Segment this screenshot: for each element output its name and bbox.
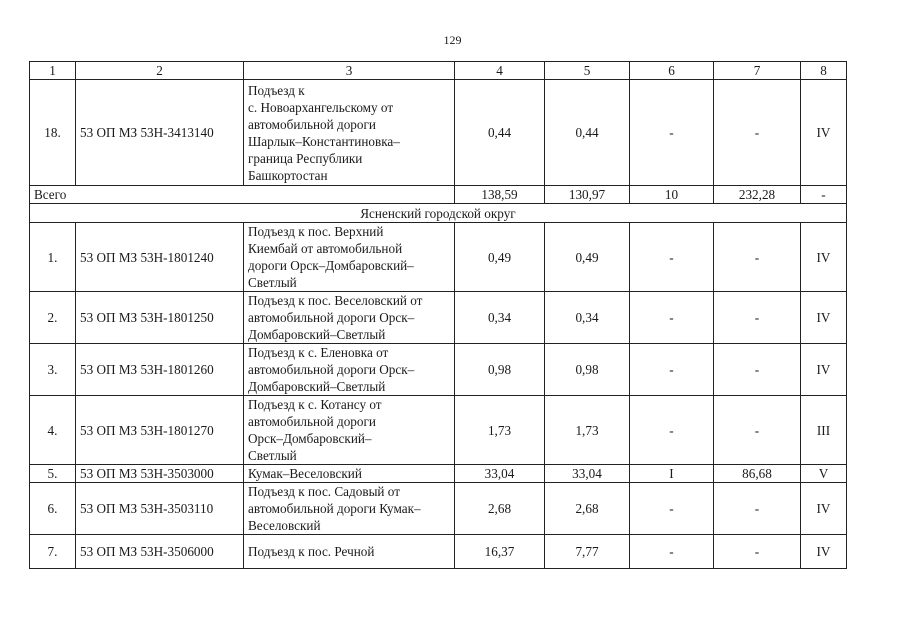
road-name [244, 465, 455, 483]
bridges-length: - [714, 223, 801, 292]
hard-surface-length: 0,34 [545, 292, 630, 344]
road-category: IV [801, 292, 847, 344]
road-name-line: Киембай от автомобильной [248, 241, 403, 256]
row-number: 4. [30, 396, 76, 465]
table-row [30, 465, 847, 483]
road-name-line: граница Республики [248, 150, 363, 166]
road-name-line: Башкортостан [248, 167, 328, 183]
hard-surface-length: 0,44 [545, 80, 630, 186]
road-name-line: Подъезд к пос. Веселовский от [248, 293, 423, 308]
total-label: Всего [30, 186, 455, 204]
road-name-line: Подъезд к с. Котансу от [248, 397, 382, 412]
total-c8: - [801, 186, 847, 204]
column-header: 4 [455, 62, 545, 80]
road-code: 53 ОП МЗ 53Н-3506000 [76, 535, 244, 569]
road-code: 53 ОП МЗ 53Н-3413140 [76, 80, 244, 186]
road-name [244, 483, 455, 535]
bridges-count: - [630, 344, 714, 396]
table-row [30, 535, 847, 569]
total-c6: 10 [630, 186, 714, 204]
hard-surface-length: 33,04 [545, 465, 630, 483]
column-header: 3 [244, 62, 455, 80]
column-header: 6 [630, 62, 714, 80]
column-header: 2 [76, 62, 244, 80]
road-name [244, 80, 455, 186]
table-row [30, 80, 847, 186]
table-row [30, 396, 847, 465]
road-code: 53 ОП МЗ 53Н-1801250 [76, 292, 244, 344]
road-name-line: Домбаровский–Светлый [248, 379, 386, 394]
column-number-row [30, 62, 847, 80]
total-c4: 138,59 [455, 186, 545, 204]
bridges-count: - [630, 223, 714, 292]
bridges-length: - [714, 396, 801, 465]
road-category: IV [801, 344, 847, 396]
road-name-line: Подъезд к пос. Речной [248, 544, 375, 559]
bridges-length: 86,68 [714, 465, 801, 483]
row-number: 18. [30, 80, 76, 186]
road-code: 53 ОП МЗ 53Н-1801270 [76, 396, 244, 465]
bridges-count: - [630, 535, 714, 569]
total-length: 0,98 [455, 344, 545, 396]
road-category: IV [801, 223, 847, 292]
column-header: 8 [801, 62, 847, 80]
road-name-line: Подъезд к пос. Садовый от [248, 484, 400, 499]
road-name-line: автомобильной дороги Орск– [248, 362, 415, 377]
roads-table [29, 61, 847, 569]
bridges-length: - [714, 483, 801, 535]
road-name-line: автомобильной дороги Орск– [248, 310, 415, 325]
column-header: 7 [714, 62, 801, 80]
bridges-count: - [630, 292, 714, 344]
hard-surface-length: 0,49 [545, 223, 630, 292]
section-row [30, 204, 847, 223]
road-name-line: Подъезд к пос. Верхний [248, 224, 384, 239]
road-name-line: автомобильной дороги [248, 116, 376, 132]
row-number: 3. [30, 344, 76, 396]
road-category: IV [801, 483, 847, 535]
page-number: 129 [443, 33, 462, 47]
total-c7: 232,28 [714, 186, 801, 204]
row-number: 1. [30, 223, 76, 292]
hard-surface-length: 1,73 [545, 396, 630, 465]
bridges-length: - [714, 80, 801, 186]
bridges-count: - [630, 80, 714, 186]
road-name-line: Светлый [248, 275, 297, 290]
road-name [244, 292, 455, 344]
road-name [244, 344, 455, 396]
road-name [244, 396, 455, 465]
total-length: 0,49 [455, 223, 545, 292]
row-number: 5. [30, 465, 76, 483]
road-category: IV [801, 80, 847, 186]
road-name-line: Кумак–Веселовский [248, 466, 362, 481]
table-row [30, 483, 847, 535]
bridges-count: - [630, 483, 714, 535]
column-header: 5 [545, 62, 630, 80]
road-category: III [801, 396, 847, 465]
road-code: 53 ОП МЗ 53Н-3503110 [76, 483, 244, 535]
table-row [30, 292, 847, 344]
road-name [244, 535, 455, 569]
table-row [30, 344, 847, 396]
road-name-line: Веселовский [248, 518, 321, 533]
column-header: 1 [30, 62, 76, 80]
road-name-line: дороги Орск–Домбаровский– [248, 258, 414, 273]
road-name-line: автомобильной дороги Кумак– [248, 501, 421, 516]
total-c5: 130,97 [545, 186, 630, 204]
section-title: Ясненский городской округ [30, 204, 847, 223]
total-row [30, 186, 847, 204]
road-category: IV [801, 535, 847, 569]
total-length: 2,68 [455, 483, 545, 535]
road-category: V [801, 465, 847, 483]
table-body [30, 62, 847, 569]
total-length: 33,04 [455, 465, 545, 483]
hard-surface-length: 2,68 [545, 483, 630, 535]
road-name-line: Подъезд к [248, 82, 305, 98]
road-name [244, 223, 455, 292]
road-name-line: Светлый [248, 448, 297, 463]
bridges-count: - [630, 396, 714, 465]
row-number: 7. [30, 535, 76, 569]
total-length: 1,73 [455, 396, 545, 465]
bridges-length: - [714, 292, 801, 344]
road-name-line: Орск–Домбаровский– [248, 431, 372, 446]
road-code: 53 ОП МЗ 53Н-3503000 [76, 465, 244, 483]
bridges-length: - [714, 535, 801, 569]
hard-surface-length: 0,98 [545, 344, 630, 396]
table-row [30, 223, 847, 292]
row-number: 6. [30, 483, 76, 535]
row-number: 2. [30, 292, 76, 344]
road-name-line: автомобильной дороги [248, 414, 376, 429]
road-name-line: Шарлык–Константиновка– [248, 133, 400, 149]
road-name-line: с. Новоархангельскому от [248, 99, 394, 115]
bridges-count: I [630, 465, 714, 483]
total-length: 16,37 [455, 535, 545, 569]
road-code: 53 ОП МЗ 53Н-1801240 [76, 223, 244, 292]
total-length: 0,44 [455, 80, 545, 186]
hard-surface-length: 7,77 [545, 535, 630, 569]
road-code: 53 ОП МЗ 53Н-1801260 [76, 344, 244, 396]
road-name-line: Подъезд к с. Еленовка от [248, 345, 389, 360]
bridges-length: - [714, 344, 801, 396]
total-length: 0,34 [455, 292, 545, 344]
road-name-line: Домбаровский–Светлый [248, 327, 386, 342]
